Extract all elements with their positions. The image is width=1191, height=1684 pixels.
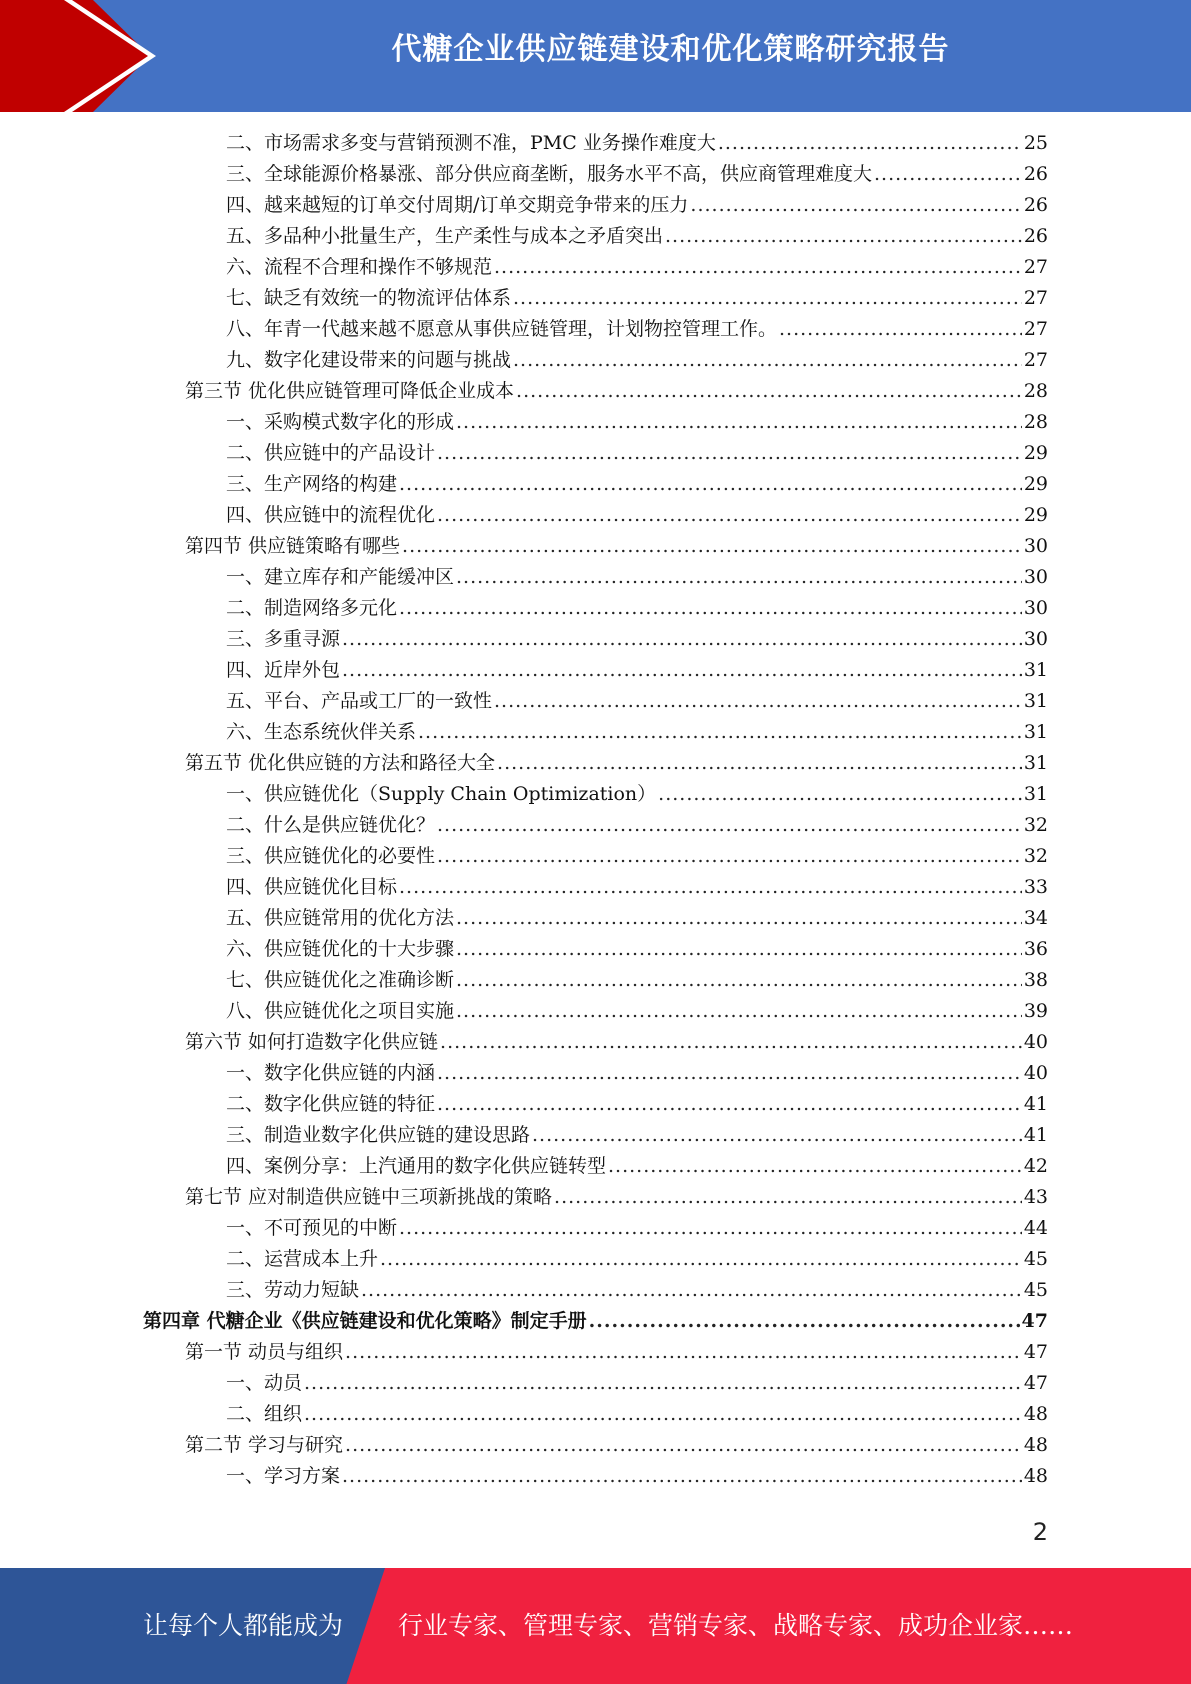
toc-entry-title: 第三节 优化供应链管理可降低企业成本 bbox=[185, 380, 515, 402]
toc-leader-dots bbox=[402, 531, 1022, 562]
toc-entry[interactable] bbox=[185, 376, 1048, 407]
toc-leader-dots bbox=[608, 1151, 1022, 1182]
toc-leader-dots bbox=[437, 841, 1022, 872]
toc-entry[interactable] bbox=[226, 655, 1048, 686]
toc-entry[interactable] bbox=[226, 128, 1048, 159]
toc-entry-title: 二、数字化供应链的特征 bbox=[226, 1093, 436, 1115]
toc-leader-dots bbox=[456, 934, 1022, 965]
toc-entry[interactable] bbox=[226, 779, 1048, 810]
toc-leader-dots bbox=[456, 562, 1022, 593]
toc-entry[interactable] bbox=[143, 1306, 1048, 1337]
toc-entry-title: 九、数字化建设带来的问题与挑战 bbox=[226, 349, 512, 371]
toc-entry-title: 八、供应链优化之项目实施 bbox=[226, 1000, 455, 1022]
toc-leader-dots bbox=[342, 1461, 1022, 1492]
toc-leader-dots bbox=[532, 1120, 1022, 1151]
toc-entry-title: 第二节 学习与研究 bbox=[185, 1434, 344, 1456]
toc-entry-page: 26 bbox=[1023, 163, 1048, 185]
toc-entry[interactable] bbox=[226, 965, 1048, 996]
toc-leader-dots bbox=[361, 1275, 1022, 1306]
toc-entry-title: 二、市场需求多变与营销预测不准，PMC 业务操作难度大 bbox=[226, 132, 716, 154]
toc-entry-page: 32 bbox=[1023, 814, 1048, 836]
toc-entry[interactable] bbox=[226, 469, 1048, 500]
toc-entry[interactable] bbox=[226, 1213, 1048, 1244]
toc-entry-title: 三、供应链优化的必要性 bbox=[226, 845, 436, 867]
toc-entry-page: 30 bbox=[1023, 535, 1048, 557]
toc-entry[interactable] bbox=[226, 221, 1048, 252]
toc-entry-page: 28 bbox=[1023, 411, 1048, 433]
toc-entry-page: 27 bbox=[1023, 256, 1048, 278]
toc-entry-page: 27 bbox=[1023, 318, 1048, 340]
toc-entry[interactable] bbox=[226, 593, 1048, 624]
toc-leader-dots bbox=[456, 996, 1022, 1027]
toc-entry-title: 三、制造业数字化供应链的建设思路 bbox=[226, 1124, 531, 1146]
toc-entry[interactable] bbox=[185, 1430, 1048, 1461]
toc-entry[interactable] bbox=[226, 252, 1048, 283]
toc-entry-page: 40 bbox=[1023, 1031, 1048, 1053]
toc-entry-title: 七、供应链优化之准确诊断 bbox=[226, 969, 455, 991]
toc-entry-page: 29 bbox=[1023, 473, 1048, 495]
toc-leader-dots bbox=[437, 500, 1022, 531]
toc-entry-page: 47 bbox=[1021, 1310, 1048, 1332]
toc-entry-title: 一、建立库存和产能缓冲区 bbox=[226, 566, 455, 588]
toc-entry[interactable] bbox=[185, 748, 1048, 779]
toc-leader-dots bbox=[516, 376, 1022, 407]
toc-entry-title: 四、越来越短的订单交付周期/订单交期竞争带来的压力 bbox=[226, 194, 689, 216]
toc-entry-title: 三、多重寻源 bbox=[226, 628, 341, 650]
toc-entry-title: 三、生产网络的构建 bbox=[226, 473, 398, 495]
toc-entry[interactable] bbox=[226, 996, 1048, 1027]
toc-entry[interactable] bbox=[226, 1151, 1048, 1182]
toc-entry[interactable] bbox=[226, 1244, 1048, 1275]
toc-entry-title: 四、供应链优化目标 bbox=[226, 876, 398, 898]
toc-entry-title: 一、供应链优化（Supply Chain Optimization） bbox=[226, 783, 657, 805]
toc-entry-title: 六、供应链优化的十大步骤 bbox=[226, 938, 455, 960]
toc-entry[interactable] bbox=[226, 1275, 1048, 1306]
toc-leader-dots bbox=[494, 252, 1022, 283]
toc-entry[interactable] bbox=[226, 717, 1048, 748]
toc-entry[interactable] bbox=[226, 500, 1048, 531]
toc-entry-title: 五、平台、产品或工厂的一致性 bbox=[226, 690, 493, 712]
toc-entry[interactable] bbox=[226, 283, 1048, 314]
toc-entry[interactable] bbox=[226, 934, 1048, 965]
toc-entry-page: 29 bbox=[1023, 504, 1048, 526]
footer-slogan-left: 让每个人都能成为 bbox=[143, 1611, 344, 1640]
toc-leader-dots bbox=[494, 686, 1022, 717]
toc-entry-page: 32 bbox=[1023, 845, 1048, 867]
toc-entry-page: 31 bbox=[1023, 690, 1048, 712]
toc-entry-title: 三、劳动力短缺 bbox=[226, 1279, 360, 1301]
toc-entry-title: 一、不可预见的中断 bbox=[226, 1217, 398, 1239]
toc-leader-dots bbox=[342, 655, 1022, 686]
toc-entry-title: 六、生态系统伙伴关系 bbox=[226, 721, 417, 743]
toc-entry-page: 48 bbox=[1023, 1434, 1048, 1456]
toc-entry-title: 一、数字化供应链的内涵 bbox=[226, 1062, 436, 1084]
toc-entry-page: 38 bbox=[1023, 969, 1048, 991]
toc-entry[interactable] bbox=[226, 345, 1048, 376]
toc-entry-page: 39 bbox=[1023, 1000, 1048, 1022]
toc-entry[interactable] bbox=[185, 1027, 1048, 1058]
toc-entry-title: 第四节 供应链策略有哪些 bbox=[185, 535, 401, 557]
toc-entry-title: 二、组织 bbox=[226, 1403, 303, 1425]
toc-leader-dots bbox=[437, 810, 1022, 841]
toc-entry[interactable] bbox=[226, 903, 1048, 934]
toc-entry-page: 44 bbox=[1023, 1217, 1048, 1239]
toc-entry[interactable] bbox=[185, 531, 1048, 562]
toc-leader-dots bbox=[437, 438, 1022, 469]
toc-entry-title: 第七节 应对制造供应链中三项新挑战的策略 bbox=[185, 1186, 553, 1208]
toc-entry-page: 33 bbox=[1023, 876, 1048, 898]
toc-leader-dots bbox=[554, 1182, 1022, 1213]
toc-entry-page: 40 bbox=[1023, 1062, 1048, 1084]
toc-entry-page: 43 bbox=[1023, 1186, 1048, 1208]
toc-leader-dots bbox=[437, 1089, 1022, 1120]
toc-entry-title: 第一节 动员与组织 bbox=[185, 1341, 344, 1363]
toc-entry[interactable] bbox=[226, 159, 1048, 190]
toc-leader-dots bbox=[399, 1213, 1022, 1244]
toc-entry[interactable] bbox=[226, 841, 1048, 872]
toc-entry-page: 31 bbox=[1023, 659, 1048, 681]
toc-entry-title: 三、全球能源价格暴涨、部分供应商垄断，服务水平不高，供应商管理难度大 bbox=[226, 163, 873, 185]
toc-entry[interactable] bbox=[185, 1337, 1048, 1368]
toc-entry-title: 第五节 优化供应链的方法和路径大全 bbox=[185, 752, 496, 774]
toc-entry[interactable] bbox=[226, 562, 1048, 593]
toc-leader-dots bbox=[380, 1244, 1022, 1275]
toc-entry-page: 29 bbox=[1023, 442, 1048, 464]
toc-entry-page: 31 bbox=[1023, 783, 1048, 805]
toc-entry[interactable] bbox=[226, 1399, 1048, 1430]
toc-entry-page: 27 bbox=[1023, 349, 1048, 371]
toc-leader-dots bbox=[779, 314, 1022, 345]
toc-leader-dots bbox=[513, 345, 1022, 376]
toc-leader-dots bbox=[304, 1368, 1022, 1399]
toc-entry-page: 28 bbox=[1023, 380, 1048, 402]
toc-entry[interactable] bbox=[185, 1182, 1048, 1213]
toc-leader-dots bbox=[690, 190, 1021, 221]
toc-entry-title: 五、多品种小批量生产，生产柔性与成本之矛盾突出 bbox=[226, 225, 664, 247]
toc-leader-dots bbox=[456, 407, 1022, 438]
toc-entry-page: 45 bbox=[1023, 1248, 1048, 1270]
toc-leader-dots bbox=[399, 469, 1022, 500]
toc-leader-dots bbox=[418, 717, 1022, 748]
toc-leader-dots bbox=[342, 624, 1022, 655]
toc-entry-title: 六、流程不合理和操作不够规范 bbox=[226, 256, 493, 278]
toc-leader-dots bbox=[399, 872, 1022, 903]
toc-entry-page: 41 bbox=[1023, 1093, 1048, 1115]
toc-leader-dots bbox=[345, 1430, 1022, 1461]
toc-entry-page: 30 bbox=[1023, 628, 1048, 650]
toc-entry-page: 48 bbox=[1023, 1465, 1048, 1487]
toc-entry-page: 26 bbox=[1023, 225, 1048, 247]
toc-leader-dots bbox=[456, 965, 1022, 996]
toc-entry-title: 七、缺乏有效统一的物流评估体系 bbox=[226, 287, 512, 309]
toc-leader-dots bbox=[345, 1337, 1022, 1368]
toc-entry-page: 41 bbox=[1023, 1124, 1048, 1146]
toc-entry-page: 48 bbox=[1023, 1403, 1048, 1425]
toc-entry-title: 一、动员 bbox=[226, 1372, 303, 1394]
toc-leader-dots bbox=[589, 1306, 1020, 1337]
toc-entry-page: 31 bbox=[1023, 752, 1048, 774]
toc-entry[interactable] bbox=[226, 314, 1048, 345]
page-header bbox=[0, 0, 1191, 112]
toc-entry[interactable] bbox=[226, 1368, 1048, 1399]
toc-leader-dots bbox=[304, 1399, 1022, 1430]
toc-leader-dots bbox=[437, 1058, 1022, 1089]
toc-entry[interactable] bbox=[226, 407, 1048, 438]
toc-entry[interactable] bbox=[226, 1089, 1048, 1120]
toc-leader-dots bbox=[399, 593, 1022, 624]
toc-leader-dots bbox=[513, 283, 1022, 314]
toc-entry[interactable] bbox=[226, 872, 1048, 903]
toc-entry-title: 五、供应链常用的优化方法 bbox=[226, 907, 455, 929]
page-number: 2 bbox=[1032, 1518, 1048, 1546]
toc-leader-dots bbox=[658, 779, 1022, 810]
toc-entry-page: 31 bbox=[1023, 721, 1048, 743]
toc-entry[interactable] bbox=[226, 686, 1048, 717]
toc-entry[interactable] bbox=[226, 1461, 1048, 1492]
toc-entry-title: 四、近岸外包 bbox=[226, 659, 341, 681]
toc-entry-title: 第四章 代糖企业《供应链建设和优化策略》制定手册 bbox=[143, 1310, 587, 1332]
toc-entry-page: 25 bbox=[1023, 132, 1048, 154]
toc-leader-dots bbox=[440, 1027, 1022, 1058]
toc-entry-page: 36 bbox=[1023, 938, 1048, 960]
toc-entry-page: 30 bbox=[1023, 597, 1048, 619]
toc-entry-title: 一、学习方案 bbox=[226, 1465, 341, 1487]
toc-entry[interactable] bbox=[226, 624, 1048, 655]
toc-entry-title: 二、供应链中的产品设计 bbox=[226, 442, 436, 464]
toc-entry-title: 二、运营成本上升 bbox=[226, 1248, 379, 1270]
toc-entry-page: 30 bbox=[1023, 566, 1048, 588]
toc-entry[interactable] bbox=[226, 810, 1048, 841]
toc-entry[interactable] bbox=[226, 438, 1048, 469]
toc-leader-dots bbox=[665, 221, 1022, 252]
toc-entry-page: 34 bbox=[1023, 907, 1048, 929]
toc-entry-title: 四、供应链中的流程优化 bbox=[226, 504, 436, 526]
toc-entry-title: 八、年青一代越来越不愿意从事供应链管理，计划物控管理工作。 bbox=[226, 318, 778, 340]
toc-leader-dots bbox=[497, 748, 1022, 779]
toc-entry-page: 47 bbox=[1023, 1372, 1048, 1394]
toc-entry-title: 二、制造网络多元化 bbox=[226, 597, 398, 619]
header-red-arrow bbox=[0, 0, 150, 112]
toc-entry-page: 27 bbox=[1023, 287, 1048, 309]
toc-entry[interactable] bbox=[226, 1058, 1048, 1089]
toc-entry-page: 42 bbox=[1023, 1155, 1048, 1177]
page-footer bbox=[0, 1568, 1191, 1684]
toc-leader-dots bbox=[456, 903, 1022, 934]
toc-entry-page: 26 bbox=[1023, 194, 1048, 216]
toc-entry-page: 45 bbox=[1023, 1279, 1048, 1301]
toc-entry-title: 二、什么是供应链优化？ bbox=[226, 814, 436, 836]
toc-entry[interactable] bbox=[226, 190, 1048, 221]
toc-entry-title: 四、案例分享：上汽通用的数字化供应链转型 bbox=[226, 1155, 607, 1177]
toc-leader-dots bbox=[718, 128, 1022, 159]
toc-leader-dots bbox=[874, 159, 1022, 190]
toc-entry-title: 一、采购模式数字化的形成 bbox=[226, 411, 455, 433]
toc-entry-title: 第六节 如何打造数字化供应链 bbox=[185, 1031, 439, 1053]
report-title: 代糖企业供应链建设和优化策略研究报告 bbox=[391, 32, 950, 67]
toc-entry[interactable] bbox=[226, 1120, 1048, 1151]
toc-entry-page: 47 bbox=[1023, 1341, 1048, 1363]
footer-slogan-right: 行业专家、管理专家、营销专家、战略专家、成功企业家…… bbox=[398, 1611, 1074, 1640]
